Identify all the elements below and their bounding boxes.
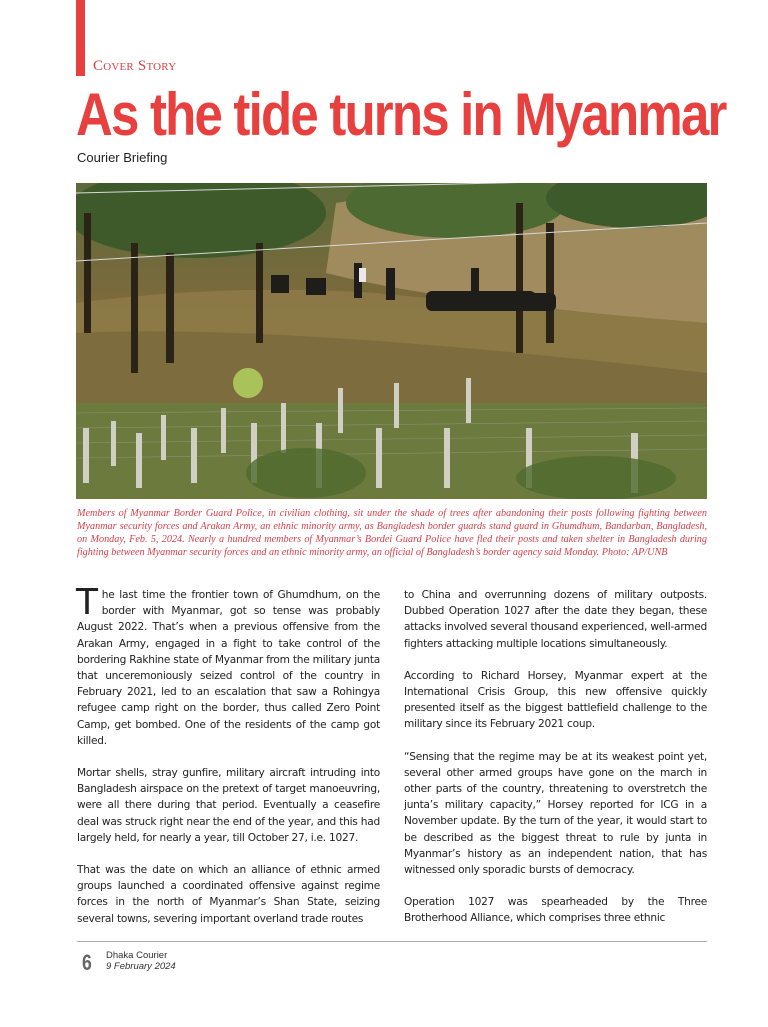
paragraph: to China and overrunning dozens of military outposts. Dubbed Operation 1027 after the date they began, these attacks involved several thousand experienced, well-armed fighters attacking multiple locations simultaneously.: [404, 589, 707, 650]
drop-cap: T: [76, 582, 98, 623]
page-number: 6: [82, 950, 92, 975]
paragraph: Operation 1027 was spearheaded by the Three Brotherhood Alliance, which comprises three ethnic: [404, 896, 707, 925]
paragraph: [76, 582, 380, 749]
article-column-left: [76, 582, 380, 943]
footer-publication: [106, 950, 176, 972]
article-column-right: [404, 587, 707, 943]
article-photo: [76, 183, 707, 499]
paragraph: That was the date on which an alliance of ethnic armed groups launched a coordinated offensive against regime forces in the north of Myanmar’s Shan State, seizing several towns, severing important overland trade routes: [77, 864, 380, 925]
headline: As the tide turns in Myanmar: [76, 80, 726, 149]
paragraph: Mortar shells, stray gunfire, military aircraft intruding into Bangladesh airspace on the pretext of target manoeuvring, were all there during that period. Eventually a ceasefire deal was struck right near the end of the year, and this had largely held, for nearly a year, till October 27, i.e. 1027.: [77, 767, 380, 844]
paragraph: “Sensing that the regime may be at its weakest point yet, several other armed groups have gone on the march in other parts of the country, threatening to overstretch the junta’s military capacity,” Horsey reported for ICG in a November update. By the turn of the year, it would start to be described as the biggest threat to rule by junta in Myanmar’s history as an independent nation, that has witnessed only sporadic bursts of democracy.: [404, 750, 707, 877]
paragraph-text: he last time the frontier town of Ghumdhum, on the border with Myanmar, got so tense was probably August 2022. That’s when a previous offensive from the Arakan Army, engaged in a fight to take control of the bordering Rakhine state of Myanmar from the military junta that unceremoniously seized control of the country in February 2021, led to an escalation that saw a Rohingya refugee camp right on the border, thus called Zero Point Camp, get bombed. One of the residents of the camp got killed.: [77, 589, 380, 747]
publication-date: 9 February 2024: [106, 961, 176, 972]
footer-divider: [77, 941, 707, 942]
publication-name: Dhaka Courier: [106, 950, 168, 961]
section-kicker: Cover Story: [93, 58, 177, 74]
paragraph: According to Richard Horsey, Myanmar expert at the International Crisis Group, this new offensive quickly presented itself as the biggest battlefield challenge to the military since its February 2021 coup.: [404, 669, 707, 731]
byline: Courier Briefing: [77, 150, 168, 165]
section-accent-bar: [76, 0, 85, 76]
photo-caption: Members of Myanmar Border Guard Police, in civilian clothing, sit under the shade of trees after abandoning their posts following fighting between Myanmar security forces and Arakan Army, an ethnic minority army, as Bangladesh border guards stand guard in Ghumdhum, Bandarban, Bangladesh, on Monday, Feb. 5, 2024. Nearly a hundred members of Myanmar’s Bordei Guard Police have fled their posts and taken shelter in Bangladesh during fighting between Myanmar security forces and an ethnic minority army, an official of Bangladesh’s border agency said Monday. Photo: AP/UNB: [77, 508, 707, 558]
